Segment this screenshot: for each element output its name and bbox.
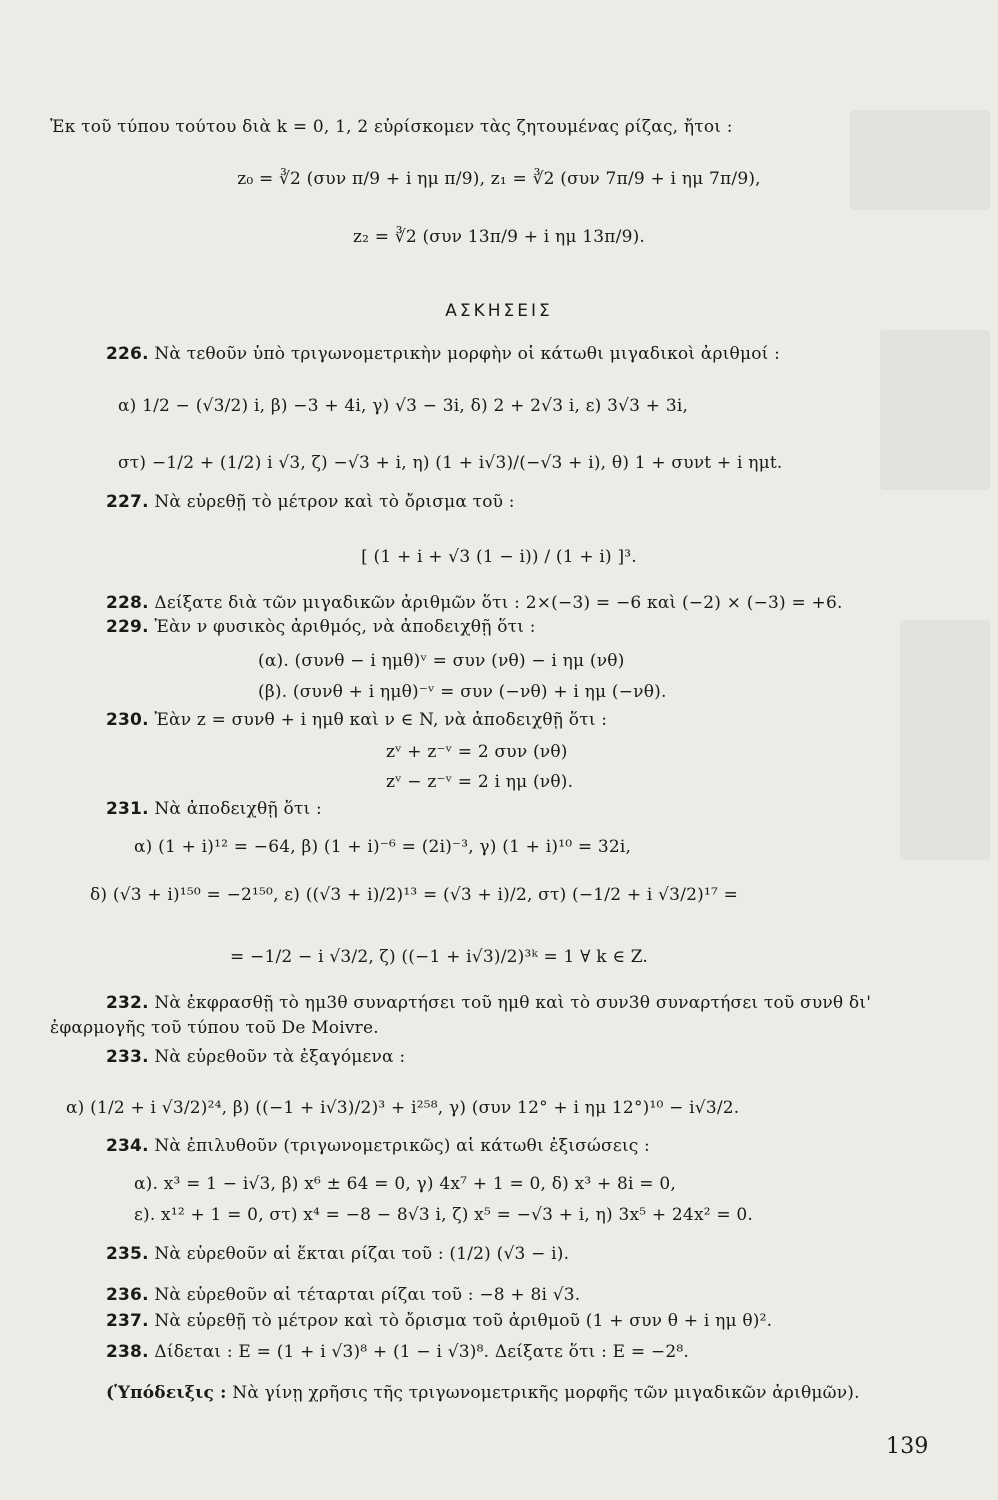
exercise-236: [106, 1284, 580, 1306]
exercise-227: [106, 491, 515, 513]
intro-text: Ἐκ τοῦ τύπου τούτου διὰ k = 0, 1, 2 εὑρίσκομεν τὰς ζητουμένας ρίζας, ἤτοι :: [50, 117, 733, 137]
exercise-228: [106, 592, 843, 614]
exercise-230-line: zᵛ + z⁻ᵛ = 2 συν (νθ): [386, 742, 568, 762]
exercise-231-line: = −1/2 − i √3/2, ζ) ((−1 + i√3)/2)³ᵏ = 1 ∀ k ∈ Z.: [230, 947, 649, 967]
bleed-through-mark: [900, 620, 990, 860]
exercise-229: [106, 616, 536, 638]
exercise-233-line: α) (1/2 + i √3/2)²⁴, β) ((−1 + i√3)/2)³ + i²⁵⁸, γ) (συν 12° + i ημ 12°)¹⁰ − i√3/2.: [66, 1098, 740, 1118]
hint-text: Νὰ γίνῃ χρῆσις τῆς τριγωνομετρικῆς μορφῆς τῶν μιγαδικῶν ἀριθμῶν).: [232, 1383, 860, 1403]
roots-z0-z1: z₀ = ∛2 (συν π/9 + i ημ π/9), z₁ = ∛2 (συν 7π/9 + i ημ 7π/9),: [237, 169, 761, 189]
exercise-text: Νὰ εὑρεθοῦν αἱ ἕκται ρίζαι τοῦ : (1/2) (√3 − i).: [154, 1244, 570, 1264]
exercise-number: 232.: [106, 993, 149, 1013]
bleed-through-mark: [850, 110, 990, 210]
hint-label: (Ὑπόδειξις :: [106, 1383, 227, 1403]
exercise-number: 228.: [106, 593, 149, 613]
exercise-number: 235.: [106, 1244, 149, 1264]
exercise-text: Ἐὰν z = συνθ + i ημθ καὶ ν ∈ N, νὰ ἀποδειχθῇ ὅτι :: [154, 710, 608, 730]
exercise-232: [106, 992, 871, 1014]
exercise-number: 231.: [106, 799, 149, 819]
exercise-number: 226.: [106, 344, 149, 364]
exercise-number: 236.: [106, 1285, 149, 1305]
exercise-text: Νὰ ἐκφρασθῇ τὸ ημ3θ συναρτήσει τοῦ ημθ καὶ τὸ συν3θ συναρτήσει τοῦ συνθ δι': [154, 993, 872, 1013]
exercise-text: Νὰ εὑρεθῇ τὸ μέτρον καὶ τὸ ὄρισμα τοῦ :: [154, 492, 515, 512]
exercise-number: 234.: [106, 1136, 149, 1156]
exercise-number: 230.: [106, 710, 149, 730]
exercise-text: Νὰ εὑρεθοῦν αἱ τέταρται ρίζαι τοῦ : −8 + 8i √3.: [154, 1285, 581, 1305]
exercise-text: Νὰ εὑρεθῇ τὸ μέτρον καὶ τὸ ὄρισμα τοῦ ἀριθμοῦ (1 + συν θ + i ημ θ)².: [154, 1311, 773, 1331]
exercise-234: [106, 1135, 650, 1157]
roots-z2: z₂ = ∛2 (συν 13π/9 + i ημ 13π/9).: [352, 227, 646, 247]
exercise-235: [106, 1243, 569, 1265]
exercise-number: 238.: [106, 1342, 149, 1362]
exercise-226-line: στ) −1/2 + (1/2) i √3, ζ) −√3 + i, η) (1 + i√3)/(−√3 + i), θ) 1 + συνt + i ημt.: [118, 453, 783, 473]
page-number: 139: [886, 1434, 929, 1459]
exercise-230: [106, 709, 607, 731]
exercise-226: [106, 343, 780, 365]
exercise-226-line: α) 1/2 − (√3/2) i, β) −3 + 4i, γ) √3 − 3i, δ) 2 + 2√3 i, ε) 3√3 + 3i,: [118, 396, 689, 416]
exercise-234-line: α). x³ = 1 − i√3, β) x⁶ ± 64 = 0, γ) 4x⁷ + 1 = 0, δ) x³ + 8i = 0,: [134, 1174, 676, 1194]
exercise-234-line: ε). x¹² + 1 = 0, στ) x⁴ = −8 − 8√3 i, ζ) x⁵ = −√3 + i, η) 3x⁵ + 24x² = 0.: [134, 1205, 754, 1225]
exercise-231-line: α) (1 + i)¹² = −64, β) (1 + i)⁻⁶ = (2i)⁻³, γ) (1 + i)¹⁰ = 32i,: [134, 837, 632, 857]
exercise-number: 227.: [106, 492, 149, 512]
hint: [106, 1382, 860, 1404]
exercise-231-line: δ) (√3 + i)¹⁵⁰ = −2¹⁵⁰, ε) ((√3 + i)/2)¹³ = (√3 + i)/2, στ) (−1/2 + i √3/2)¹⁷ =: [90, 885, 739, 905]
exercise-text: Νὰ ἀποδειχθῇ ὅτι :: [154, 799, 322, 819]
exercise-229-line: (α). (συνθ − i ημθ)ᵛ = συν (νθ) − i ημ (νθ): [258, 651, 625, 671]
exercise-233: [106, 1046, 405, 1068]
exercise-230-line: zᵛ − z⁻ᵛ = 2 i ημ (νθ).: [386, 772, 574, 792]
bleed-through-mark: [880, 330, 990, 490]
exercise-227-line: [ (1 + i + √3 (1 − i)) / (1 + i) ]³.: [361, 547, 637, 567]
exercise-229-line: (β). (συνθ + i ημθ)⁻ᵛ = συν (−νθ) + i ημ (−νθ).: [258, 682, 667, 702]
exercise-232-line: ἐφαρμογῆς τοῦ τύπου τοῦ De Moivre.: [50, 1018, 379, 1038]
exercise-number: 233.: [106, 1047, 149, 1067]
exercise-text: Νὰ ἐπιλυθοῦν (τριγωνομετρικῶς) αἱ κάτωθι ἐξισώσεις :: [154, 1136, 650, 1156]
exercise-text: Ἐὰν ν φυσικὸς ἀριθμός, νὰ ἀποδειχθῇ ὅτι :: [154, 617, 536, 637]
exercise-238: [106, 1341, 689, 1363]
exercise-text: Δείξατε διὰ τῶν μιγαδικῶν ἀριθμῶν ὅτι : 2×(−3) = −6 καὶ (−2) × (−3) = +6.: [154, 593, 843, 613]
exercise-number: 229.: [106, 617, 149, 637]
exercise-237: [106, 1310, 772, 1332]
exercise-text: Νὰ τεθοῦν ὑπὸ τριγωνομετρικὴν μορφὴν οἱ κάτωθι μιγαδικοὶ ἀριθμοί :: [154, 344, 781, 364]
exercise-number: 237.: [106, 1311, 149, 1331]
exercise-text: Νὰ εὑρεθοῦν τὰ ἐξαγόμενα :: [154, 1047, 406, 1067]
exercise-text: Δίδεται : E = (1 + i √3)⁸ + (1 − i √3)⁸. Δείξατε ὅτι : E = −2⁸.: [154, 1342, 690, 1362]
exercise-231: [106, 798, 322, 820]
section-title: ΑΣΚΗΣΕΙΣ: [445, 301, 553, 321]
